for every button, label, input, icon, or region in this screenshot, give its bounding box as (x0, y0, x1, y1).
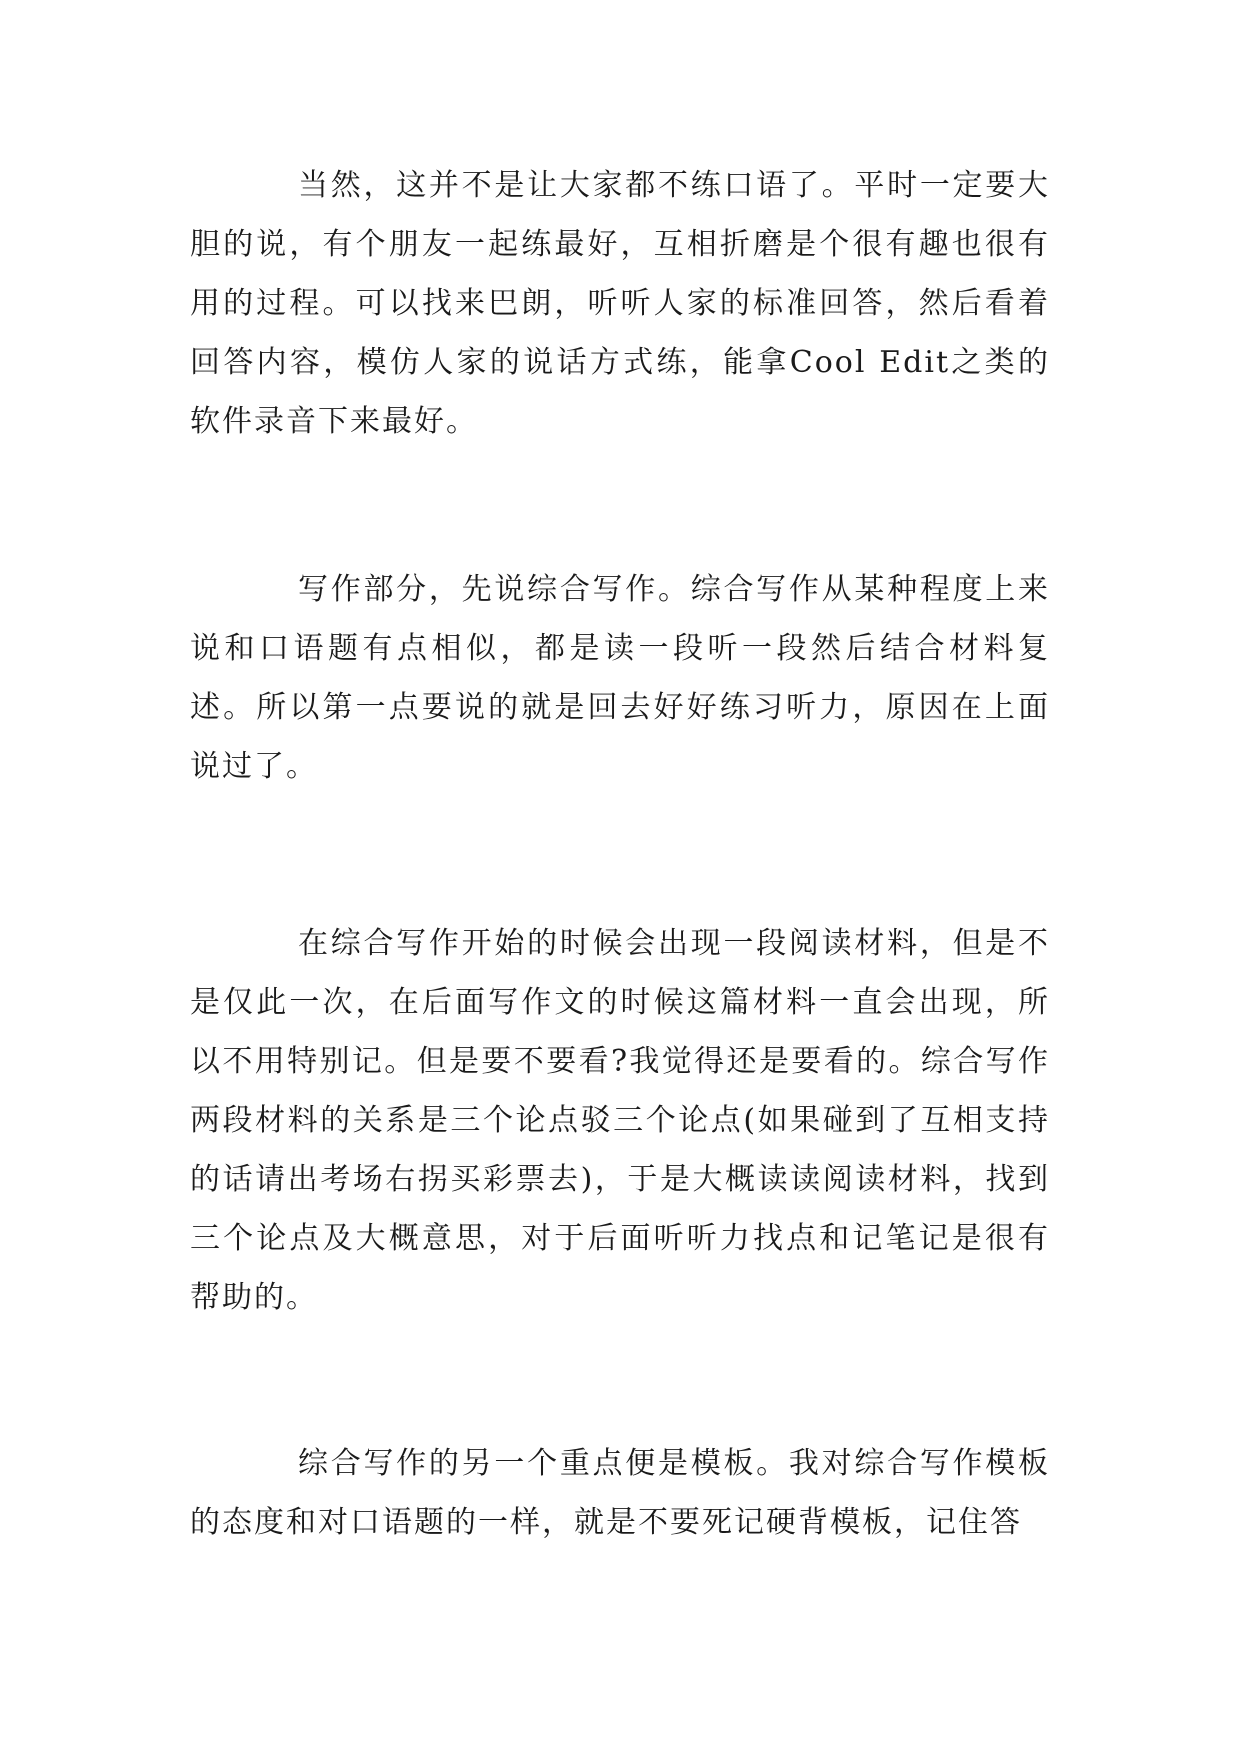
paragraph-speaking-practice: 当然，这并不是让大家都不练口语了。平时一定要大胆的说，有个朋友一起练最好，互相折磨是个很有趣也很有用的过程。可以找来巴朗，听听人家的标准回答，然后看着回答内容，模仿人家的说话方式练，能拿Cool Edit之类的软件录音下来最好。 (190, 168, 1050, 439)
paragraph-writing-template: 综合写作的另一个重点便是模板。我对综合写作模板的态度和对口语题的一样，就是不要死记硬背模板，记住答 (190, 1446, 1050, 1540)
paragraph-reading-material: 在综合写作开始的时候会出现一段阅读材料，但是不是仅此一次，在后面写作文的时候这篇材料一直会出现，所以不用特别记。但是要不要看?我觉得还是要看的。综合写作两段材料的关系是三个论点驳三个论点(如果碰到了互相支持的话请出考场右拐买彩票去)，于是大概读读阅读材料，找到三个论点及大概意思，对于后面听听力找点和记笔记是很有帮助的。 (190, 926, 1050, 1315)
paragraph-writing-intro: 写作部分，先说综合写作。综合写作从某种程度上来说和口语题有点相似，都是读一段听一段然后结合材料复述。所以第一点要说的就是回去好好练习听力，原因在上面说过了。 (190, 572, 1050, 784)
